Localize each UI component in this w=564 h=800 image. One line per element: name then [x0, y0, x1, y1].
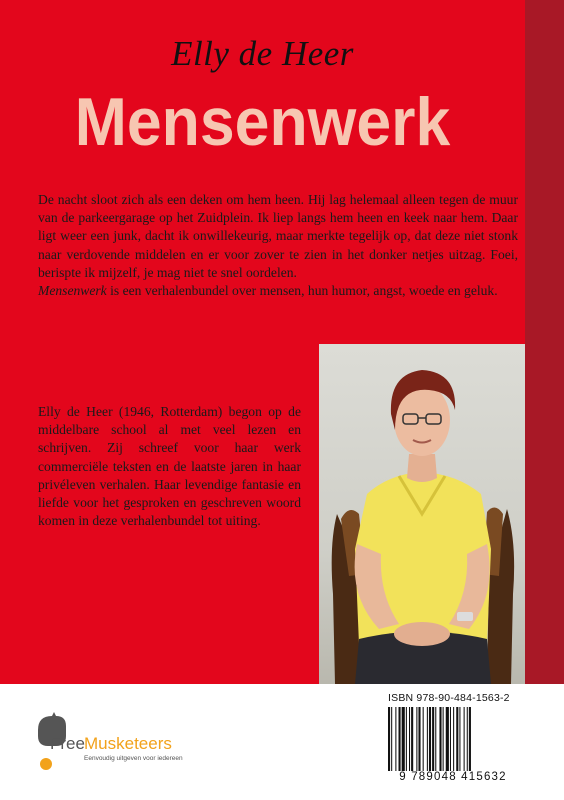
publisher-name-free: Free: [50, 734, 85, 753]
blurb-title-italic: Mensenwerk: [38, 283, 107, 299]
barcode-digits: 9 789048 415632: [380, 771, 526, 783]
book-title: Mensenwerk: [74, 84, 451, 160]
author-bio: Elly de Heer (1946, Rotterdam) begon op de middelbare school al met veel lezen en schrijven. Zij schreef voor haar werk commerciële teksten en de laatste jaren in haar privéleven verhalen. Haar levendige fantasie en liefde voor het gesproken en geschreven woord komen in deze verhalenbundel tot uiting.: [38, 404, 301, 529]
isbn-label: ISBN 978-90-484-1563-2: [388, 692, 510, 704]
spine-strip: [525, 0, 564, 684]
publisher-name-musketeers: Musketeers: [84, 734, 172, 753]
blurb-part-1: De nacht sloot zich als een deken om hem heen. Hij lag helemaal alleen tegen de muur van de parkeergarage op het Zuidplein. Ik liep langs hem heen en keek naar hem. Daar ligt weer een junk, dacht ik onwillekeurig, maar merkte tegelijk op, dat deze niet stonk naar verdovende middelen en er voor zover te zien in het donker netjes uitzag. Foei, berispte ik mijzelf, je mag niet te snel oordelen.: [38, 192, 518, 280]
blurb-text: [38, 191, 518, 300]
author-portrait: [319, 344, 525, 684]
author-name: Elly de Heer: [171, 34, 354, 73]
barcode-bars: [388, 707, 520, 777]
portrait-drawing: [319, 344, 525, 684]
publisher-tagline: Eenvoudig uitgeven voor iedereen: [84, 755, 183, 762]
blurb-part-2: is een verhalenbundel over mensen, hun humor, angst, woede en geluk.: [106, 283, 498, 299]
